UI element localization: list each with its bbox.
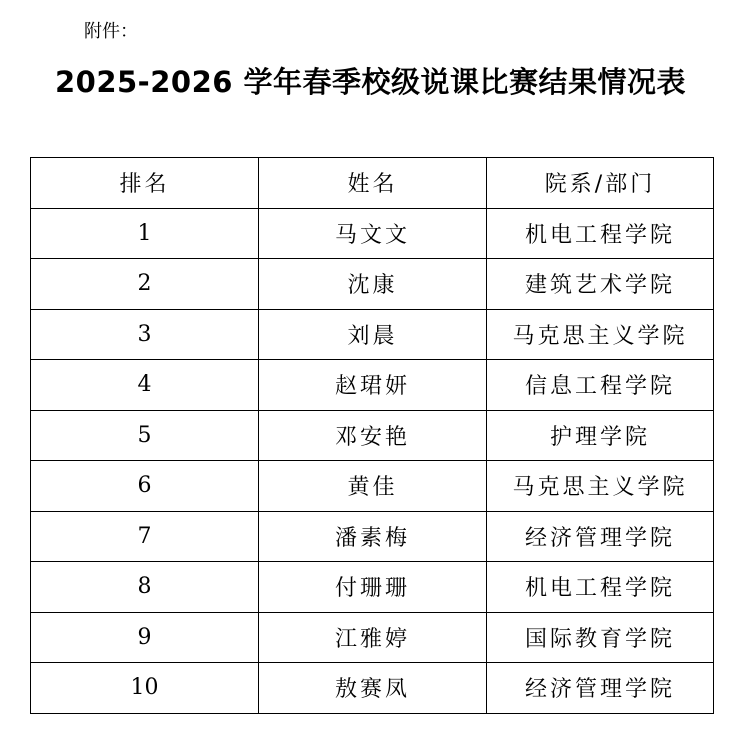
table-row [31, 309, 714, 360]
rank-cell: 10 [31, 663, 259, 714]
rank-cell: 2 [31, 259, 259, 310]
table-row [31, 410, 714, 461]
name-cell: 付珊珊 [259, 562, 487, 613]
department-cell: 马克思主义学院 [487, 461, 714, 512]
table-row [31, 511, 714, 562]
department-cell: 机电工程学院 [487, 208, 714, 259]
header-name: 姓名 [259, 158, 487, 209]
name-cell: 潘素梅 [259, 511, 487, 562]
rank-cell: 6 [31, 461, 259, 512]
table-row [31, 663, 714, 714]
name-cell: 赵珺妍 [259, 360, 487, 411]
name-cell: 敖赛凤 [259, 663, 487, 714]
rank-cell: 8 [31, 562, 259, 613]
rank-cell: 4 [31, 360, 259, 411]
table-row [31, 562, 714, 613]
header-department: 院系/部门 [487, 158, 714, 209]
department-cell: 信息工程学院 [487, 360, 714, 411]
department-cell: 机电工程学院 [487, 562, 714, 613]
department-cell: 经济管理学院 [487, 663, 714, 714]
department-cell: 建筑艺术学院 [487, 259, 714, 310]
department-cell: 经济管理学院 [487, 511, 714, 562]
attachment-label: 附件： [84, 21, 138, 42]
table-row [31, 461, 714, 512]
name-cell: 黄佳 [259, 461, 487, 512]
name-cell: 刘晨 [259, 309, 487, 360]
department-cell: 护理学院 [487, 410, 714, 461]
table-row [31, 612, 714, 663]
results-table [30, 157, 714, 714]
name-cell: 马文文 [259, 208, 487, 259]
header-row [31, 158, 714, 209]
table-row [31, 259, 714, 310]
name-cell: 江雅婷 [259, 612, 487, 663]
header-rank: 排名 [31, 158, 259, 209]
rank-cell: 7 [31, 511, 259, 562]
rank-cell: 3 [31, 309, 259, 360]
rank-cell: 1 [31, 208, 259, 259]
document-title: 2025-2026 学年春季校级说课比赛结果情况表 [54, 65, 687, 99]
name-cell: 沈康 [259, 259, 487, 310]
rank-cell: 5 [31, 410, 259, 461]
rank-cell: 9 [31, 612, 259, 663]
table-row [31, 360, 714, 411]
department-cell: 国际教育学院 [487, 612, 714, 663]
department-cell: 马克思主义学院 [487, 309, 714, 360]
table-row [31, 208, 714, 259]
name-cell: 邓安艳 [259, 410, 487, 461]
